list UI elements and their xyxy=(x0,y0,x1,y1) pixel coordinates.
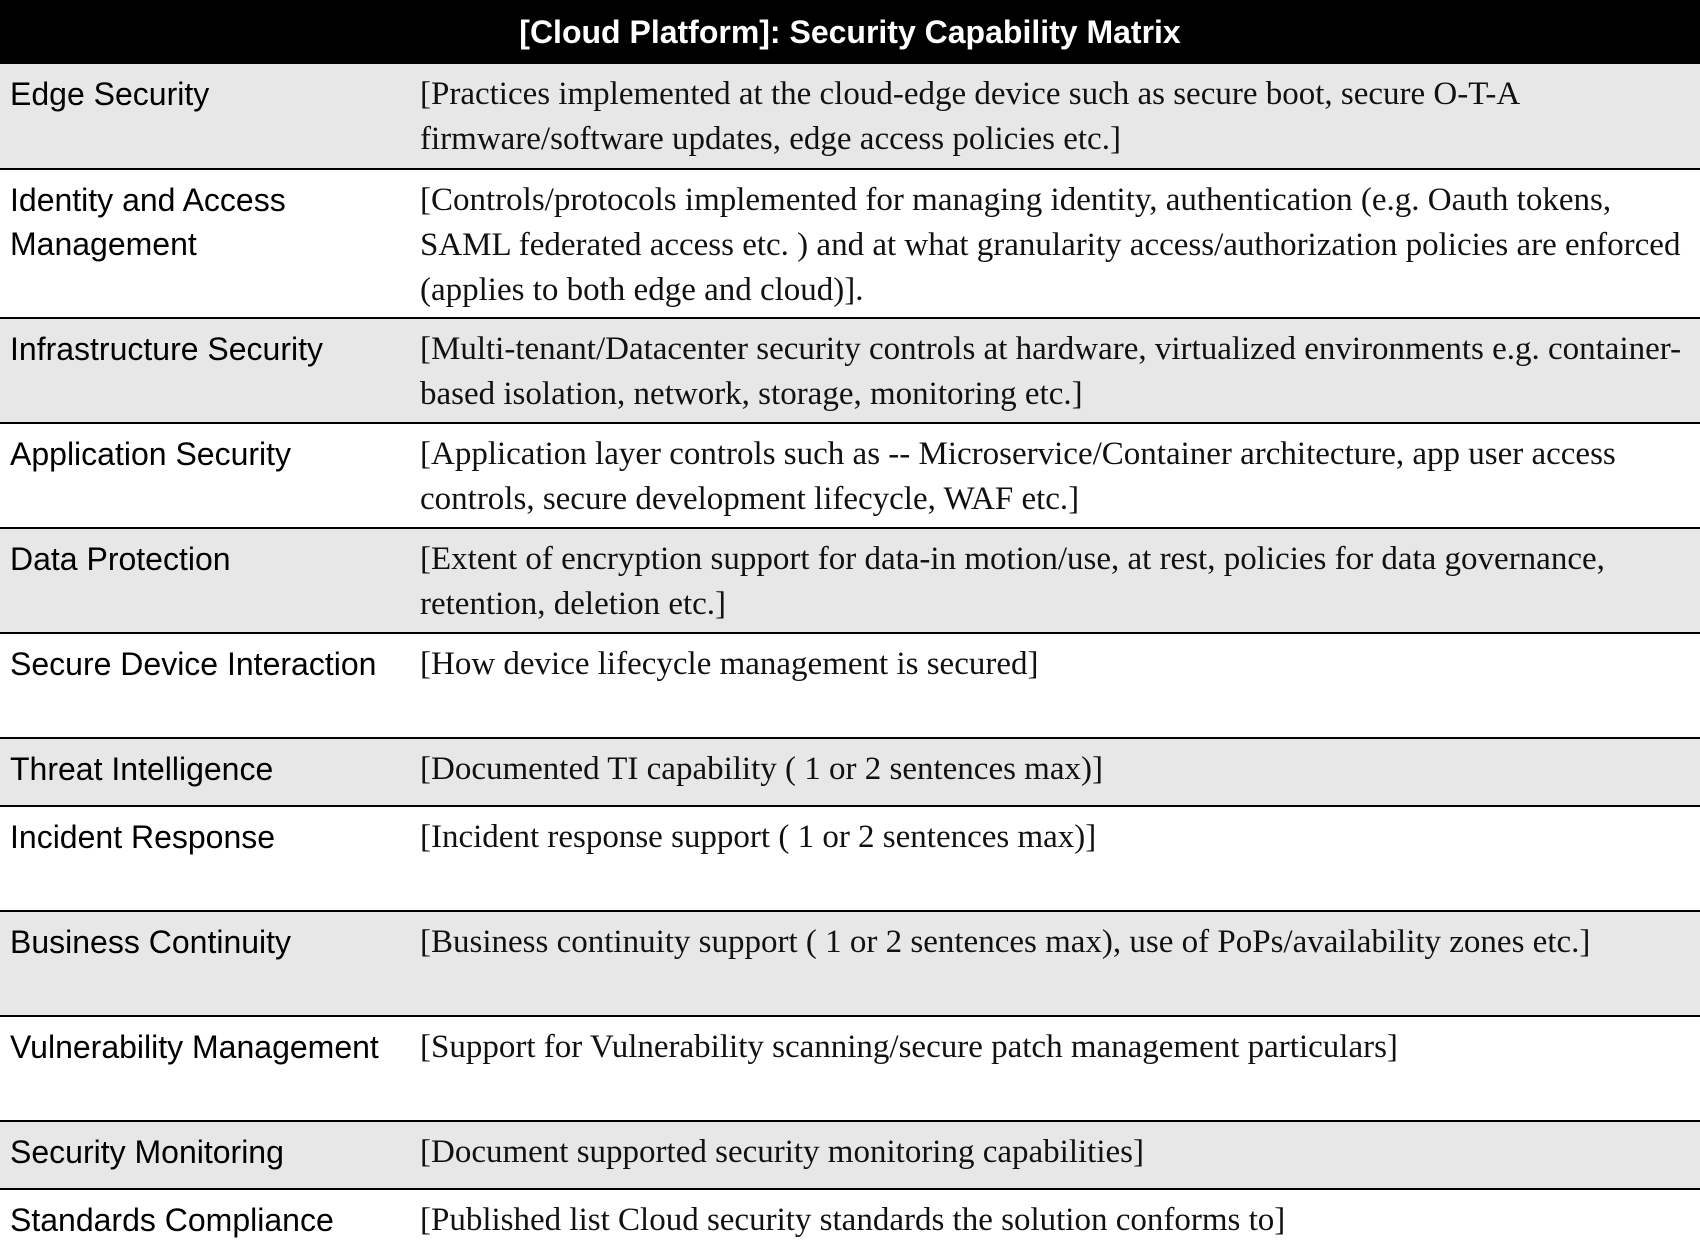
row-label: Data Protection xyxy=(10,541,231,577)
row-description: [Document supported security monitoring capabilities] xyxy=(420,1134,1144,1170)
matrix-row-data-protection xyxy=(0,529,1700,634)
matrix-row-incident-response xyxy=(0,807,1700,912)
row-label: Security Monitoring xyxy=(10,1134,284,1170)
row-label: Business Continuity xyxy=(10,924,292,960)
row-description: [Support for Vulnerability scanning/secure patch management particulars] xyxy=(420,1029,1398,1065)
matrix-title: [Cloud Platform]: Security Capability Matrix xyxy=(0,0,1700,64)
matrix-row-identity-access xyxy=(0,170,1700,319)
row-description: [How device lifecycle management is secured] xyxy=(420,646,1039,682)
row-description: [Published list Cloud security standards the solution conforms to] xyxy=(420,1202,1286,1238)
row-label: Standards Compliance xyxy=(10,1202,334,1238)
row-description: [Incident response support ( 1 or 2 sentences max)] xyxy=(420,819,1097,855)
row-label: Edge Security xyxy=(10,76,210,112)
row-label: Vulnerability Management xyxy=(10,1029,379,1065)
row-description: [Application layer controls such as -- Microservice/Container architecture, app user access controls, secure development lifecycle, WAF etc.] xyxy=(420,436,1616,517)
row-label: Secure Device Interaction xyxy=(10,646,377,682)
row-description: [Controls/protocols implemented for managing identity, authentication (e.g. Oauth tokens, SAML federated access etc. ) and at what granularity access/authorization policies are enforced (applies to both edge and cloud)]. xyxy=(420,182,1681,308)
matrix-row-business-continuity xyxy=(0,912,1700,1017)
matrix-row-edge-security xyxy=(0,64,1700,170)
row-label: Threat Intelligence xyxy=(10,751,274,787)
matrix-row-secure-device-interaction xyxy=(0,634,1700,739)
row-description: [Extent of encryption support for data-in motion/use, at rest, policies for data governance, retention, deletion etc.] xyxy=(420,541,1605,622)
matrix-row-vulnerability-management xyxy=(0,1017,1700,1122)
row-description: [Documented TI capability ( 1 or 2 sentences max)] xyxy=(420,751,1103,787)
matrix-row-standards-compliance xyxy=(0,1190,1700,1260)
matrix-row-infrastructure-security xyxy=(0,319,1700,424)
matrix-row-threat-intelligence xyxy=(0,739,1700,807)
row-label: Application Security xyxy=(10,436,292,472)
row-label: Infrastructure Security xyxy=(10,331,323,367)
row-label: Identity and Access Management xyxy=(10,182,286,262)
matrix-row-security-monitoring xyxy=(0,1122,1700,1190)
row-description: [Practices implemented at the cloud-edge device such as secure boot, secure O-T-A firmware/software updates, edge access policies etc.] xyxy=(420,76,1519,157)
row-description: [Multi-tenant/Datacenter security controls at hardware, virtualized environments e.g. container-based isolation, network, storage, monitoring etc.] xyxy=(420,331,1682,412)
row-label: Incident Response xyxy=(10,819,276,855)
matrix-row-application-security xyxy=(0,424,1700,529)
row-description: [Business continuity support ( 1 or 2 sentences max), use of PoPs/availability zones etc.] xyxy=(420,924,1591,960)
